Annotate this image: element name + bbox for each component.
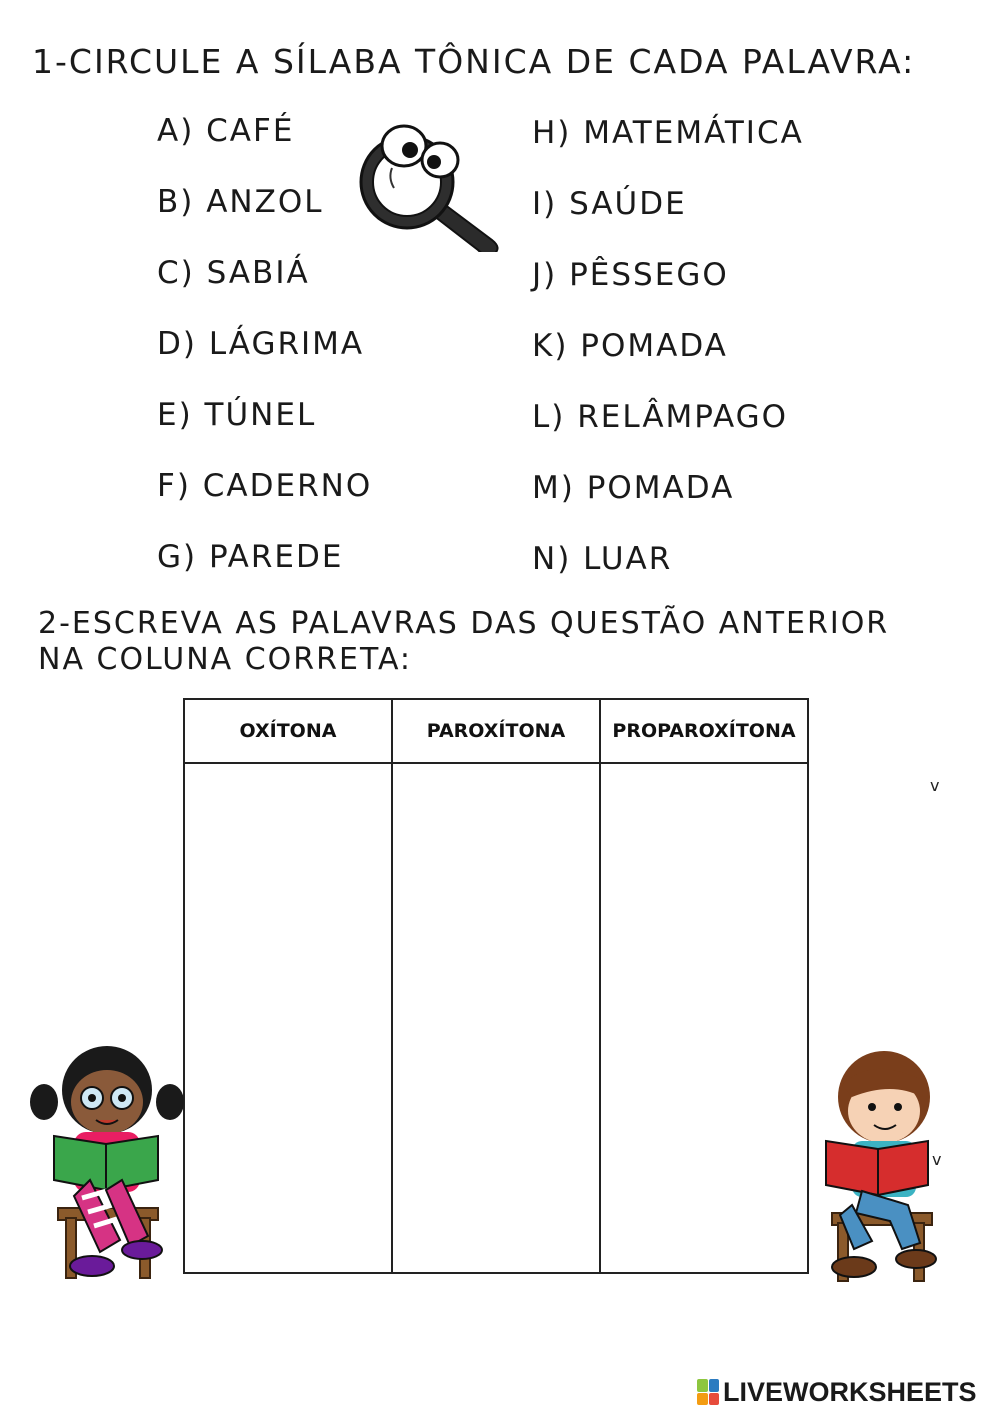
magnifying-glass-icon (352, 112, 508, 252)
tick-mark: v (932, 1150, 942, 1169)
column-header-proparoxitona: PROPAROXÍTONA (612, 720, 796, 742)
word-item[interactable]: G) PAREDE (157, 539, 344, 575)
column-header-oxitona: OXÍTONA (239, 720, 337, 742)
word-item[interactable]: M) POMADA (532, 470, 735, 506)
answer-cell-oxitona[interactable] (185, 764, 391, 1272)
word-item[interactable]: L) RELÂMPAGO (532, 399, 789, 435)
word-item[interactable]: B) ANZOL (157, 184, 324, 220)
word-item[interactable]: D) LÁGRIMA (157, 326, 365, 362)
girl-reading-illustration (30, 1040, 185, 1288)
answer-cell-proparoxitona[interactable] (601, 764, 807, 1272)
word-item[interactable]: F) CADERNO (157, 468, 373, 504)
word-item[interactable]: I) SAÚDE (532, 186, 687, 222)
question-2-title-line-2: NA COLUNA CORRETA: (38, 642, 413, 677)
column-header-paroxitona: PAROXÍTONA (426, 720, 566, 742)
word-item[interactable]: H) MATEMÁTICA (532, 115, 804, 151)
boy-reading-illustration (812, 1045, 962, 1287)
question-2-title (38, 606, 958, 678)
word-item[interactable]: C) SABIÁ (157, 255, 310, 291)
classification-table (183, 698, 809, 1274)
question-1-title: 1-CIRCULE A SÍLABA TÔNICA DE CADA PALAVRA: (32, 42, 916, 81)
word-item[interactable]: A) CAFÉ (157, 113, 295, 149)
tick-mark: v (930, 776, 940, 795)
liveworksheets-logo[interactable] (697, 1374, 977, 1410)
liveworksheets-logo-text: LIVEWORKSHEETS (723, 1376, 977, 1407)
word-item[interactable]: J) PÊSSEGO (532, 257, 729, 293)
question-2-title-line-1: 2-ESCREVA AS PALAVRAS DAS QUESTÃO ANTERIOR (38, 606, 890, 641)
word-item[interactable]: N) LUAR (532, 541, 673, 577)
word-item[interactable]: E) TÚNEL (157, 397, 317, 433)
liveworksheets-mark-icon (697, 1379, 719, 1405)
word-item[interactable]: K) POMADA (532, 328, 728, 364)
answer-cell-paroxitona[interactable] (393, 764, 599, 1272)
